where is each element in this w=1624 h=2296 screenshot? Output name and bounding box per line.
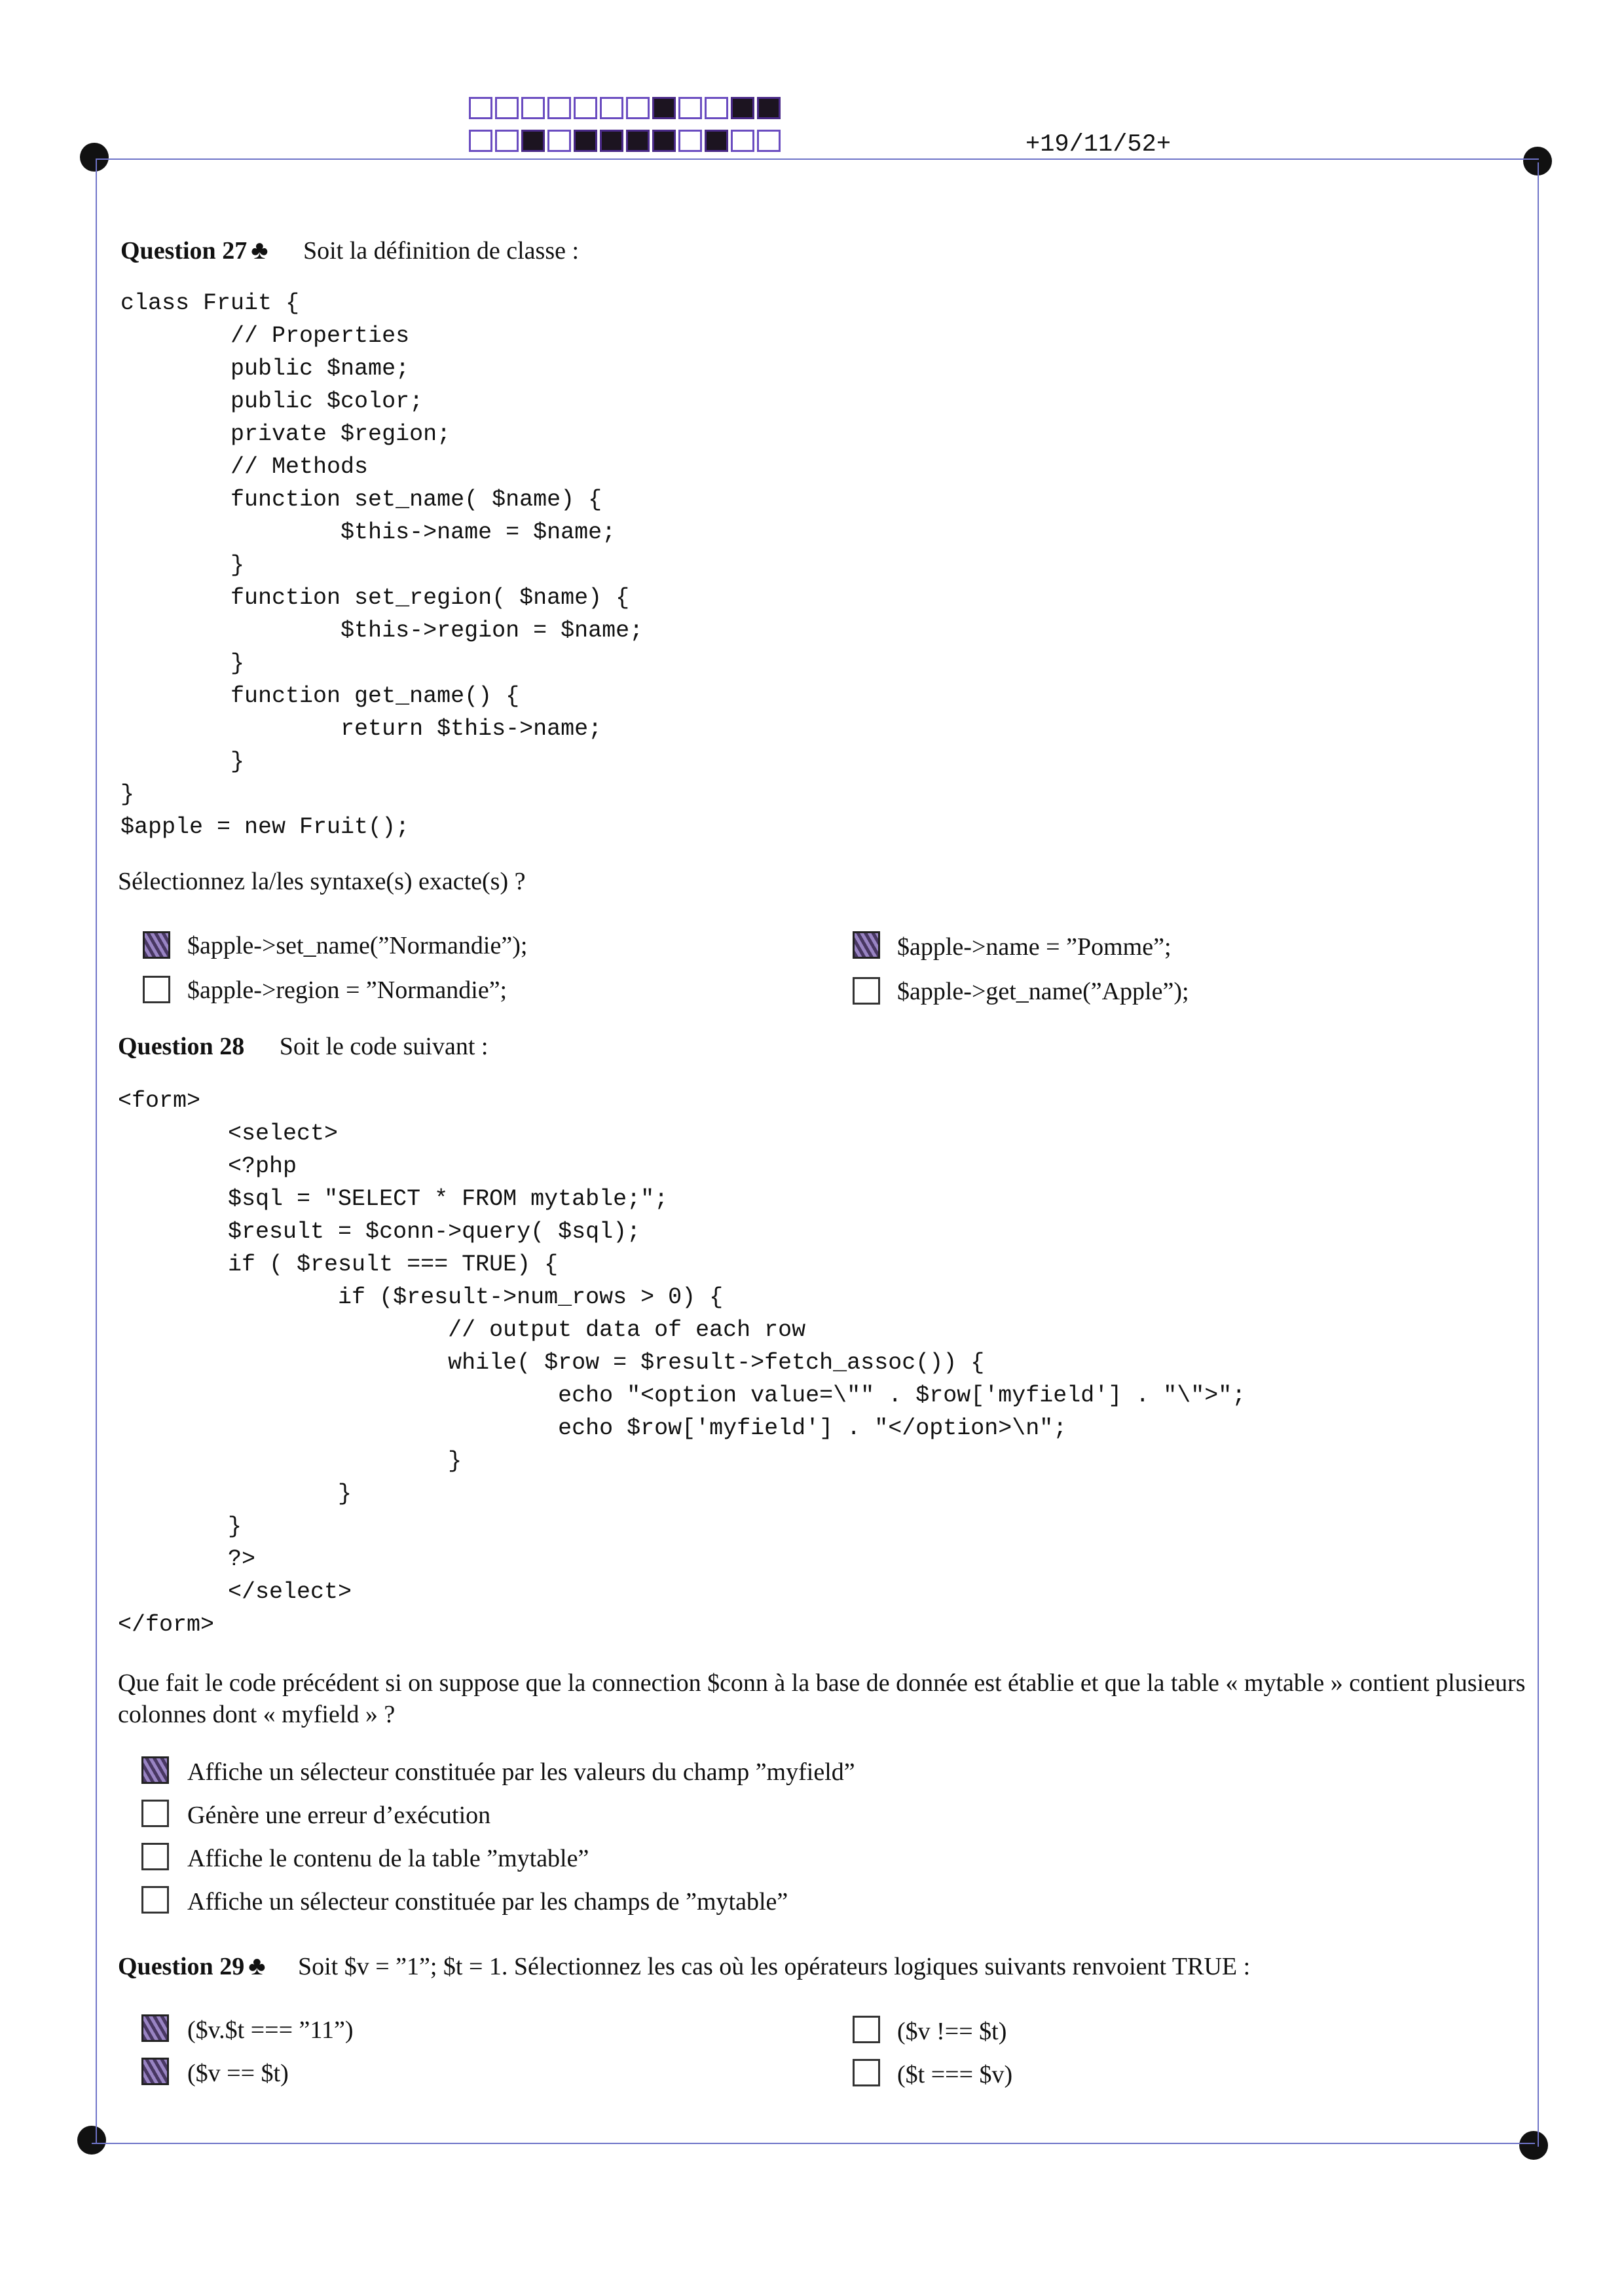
question-28-code: <form> <select> <?php $sql = "SELECT * FROM mytable;"; $result = $conn->query( $sql); if ( $result === TRUE) { if ($result->num_rows > 0) { // output data of each row while( $row = $result->fetch_assoc()) { echo "<option value=\"" . $row['myfield'] . "\">"; echo $row['myfield'] . "</option>\n"; } } } ?> </select> </form> — [118, 1088, 1246, 1638]
barcode-cell — [678, 97, 702, 119]
answer-label: ($t === $v) — [897, 2061, 1013, 2088]
answer-label: ($v.$t === ”11”) — [187, 2016, 354, 2044]
barcode-cell — [495, 97, 519, 119]
barcode-cell — [547, 97, 571, 119]
barcode-cell — [652, 97, 676, 119]
corner-mark-bottom-right — [1519, 2131, 1548, 2160]
answer-checkbox[interactable] — [141, 1756, 169, 1784]
question-28-prompt: Que fait le code précédent si on suppose que la connection $conn à la base de donnée est établie et que la table « mytable » contient plusieurs colonnes dont « myfield » ? — [118, 1669, 1526, 1728]
question-label: Question 27 — [120, 237, 248, 265]
barcode-cell — [574, 130, 597, 152]
frame-right-line — [1538, 162, 1539, 2147]
barcode-cell — [757, 130, 781, 152]
answer-checkbox[interactable] — [143, 976, 170, 1003]
barcode-cell — [705, 130, 728, 152]
answer-checkbox[interactable] — [141, 2058, 169, 2085]
barcode-cell — [521, 130, 545, 152]
question-27-title — [120, 234, 579, 265]
answer-checkbox[interactable] — [853, 2059, 880, 2086]
question-intro: Soit $v = ”1”; $t = 1. Sélectionnez les cas où les opérateurs logiques suivants renvoient TRUE : — [297, 1953, 1251, 1980]
question-label: Question 29 — [118, 1953, 245, 1980]
answer-label: $apple->region = ”Normandie”; — [187, 976, 507, 1004]
barcode-cell — [652, 130, 676, 152]
answer-checkbox[interactable] — [141, 1800, 169, 1827]
answer-checkbox[interactable] — [141, 2014, 169, 2042]
answer-checkbox[interactable] — [141, 1886, 169, 1914]
barcode-cell — [626, 97, 650, 119]
answer-checkbox[interactable] — [141, 1843, 169, 1870]
barcode-cell — [705, 97, 728, 119]
question-label: Question 28 — [118, 1033, 245, 1060]
barcode-cell — [574, 97, 597, 119]
barcode-row-2 — [469, 130, 781, 152]
question-27-code: class Fruit { // Properties public $name; public $color; private $region; // Methods function set_name( $name) { $this->name = $name; } function set_region( $name) { $this->region = $name; } function get_name() { return $this->name; } } $apple = new Fruit(); — [120, 290, 644, 840]
question-intro: Soit la définition de classe : — [303, 237, 580, 265]
page-id: +19/11/52+ — [1025, 131, 1172, 158]
barcode-cell — [469, 130, 492, 152]
barcode-cell — [469, 97, 492, 119]
club-icon: ♣ — [251, 235, 268, 265]
barcode-cell — [495, 130, 519, 152]
frame-top-line — [96, 158, 1539, 160]
frame-left-line — [96, 158, 97, 2143]
answer-checkbox[interactable] — [143, 931, 170, 959]
barcode-cell — [757, 97, 781, 119]
barcode-cell — [678, 130, 702, 152]
barcode-cell — [731, 130, 754, 152]
answer-label: Génère une erreur d’exécution — [187, 1802, 491, 1829]
barcode-cell — [731, 97, 754, 119]
answer-label: Affiche un sélecteur constituée par les valeurs du champ ”myfield” — [187, 1758, 855, 1786]
answer-label: $apple->get_name(”Apple”); — [897, 978, 1189, 1005]
question-intro: Soit le code suivant : — [279, 1033, 489, 1060]
barcode-cell — [600, 130, 623, 152]
club-icon: ♣ — [248, 1951, 266, 1980]
answer-checkbox[interactable] — [853, 977, 880, 1005]
answer-checkbox[interactable] — [853, 931, 880, 959]
corner-mark-top-left — [80, 143, 109, 172]
question-27-prompt: Sélectionnez la/les syntaxe(s) exacte(s) ? — [118, 868, 526, 895]
question-28-title — [118, 1032, 488, 1061]
corner-mark-bottom-left — [77, 2126, 106, 2155]
question-29-title — [118, 1950, 1250, 1981]
answer-label: Affiche le contenu de la table ”mytable” — [187, 1845, 589, 1872]
barcode-row-1 — [469, 97, 781, 119]
frame-bottom-line — [92, 2143, 1535, 2144]
answer-label: ($v !== $t) — [897, 2018, 1007, 2045]
barcode-cell — [521, 97, 545, 119]
answer-label: Affiche un sélecteur constituée par les champs de ”mytable” — [187, 1888, 788, 1916]
answer-label: $apple->name = ”Pomme”; — [897, 933, 1172, 961]
barcode-cell — [547, 130, 571, 152]
barcode-cell — [600, 97, 623, 119]
answer-checkbox[interactable] — [853, 2016, 880, 2043]
answer-label: ($v == $t) — [187, 2060, 289, 2087]
answer-label: $apple->set_name(”Normandie”); — [187, 932, 528, 959]
barcode-cell — [626, 130, 650, 152]
